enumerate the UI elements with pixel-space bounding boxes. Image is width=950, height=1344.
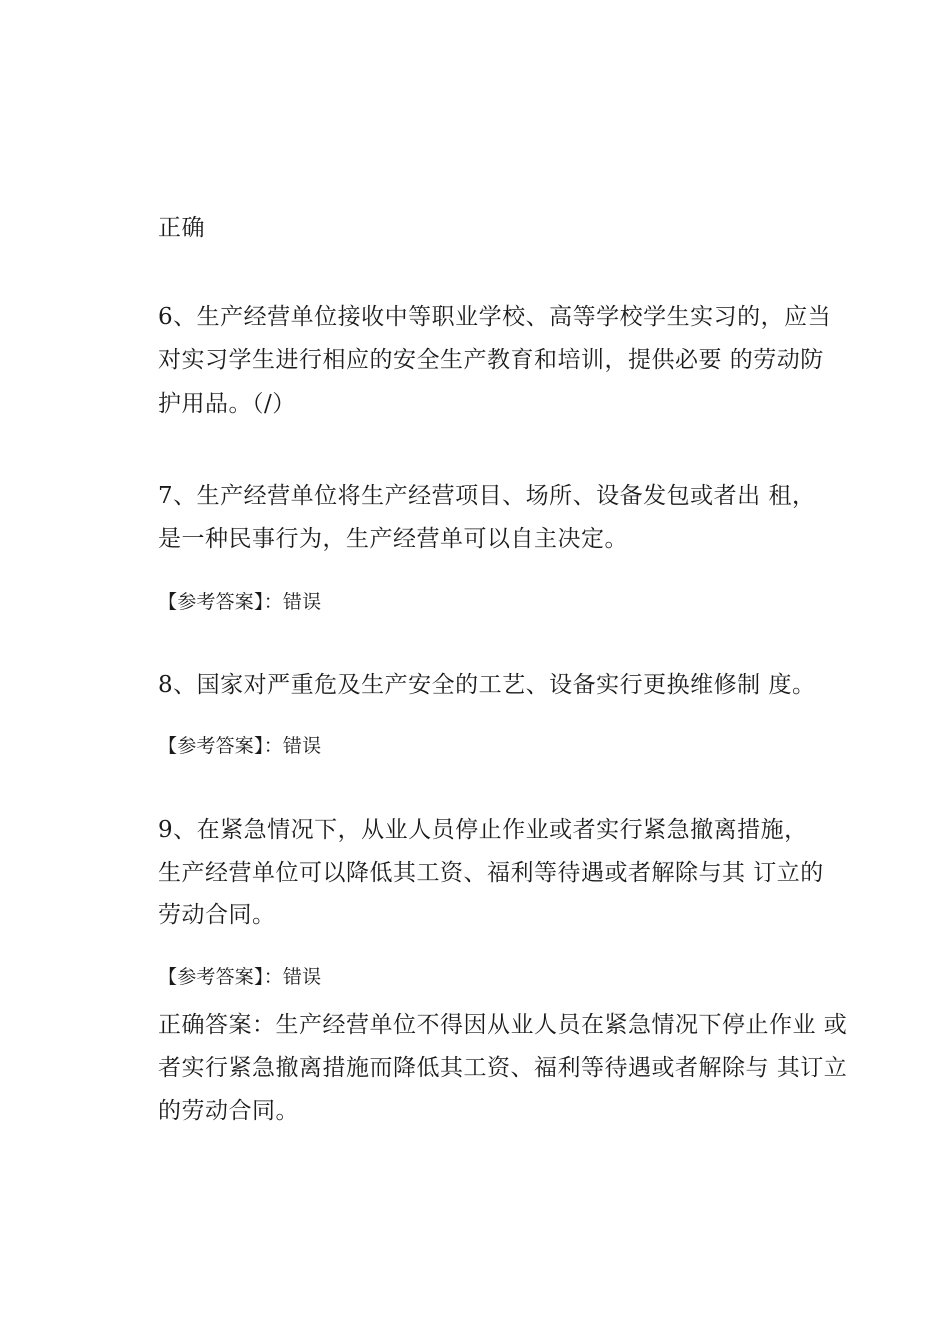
question-7-line-1: 7、生产经营单位将生产经营项目、场所、设备发包或者出 租， (158, 483, 816, 509)
question-9-line-2: 生产经营单位可以降低其工资、福利等待遇或者解除与其 订立的 (158, 860, 824, 886)
question-9-correction-line-3: 的劳动合同。 (158, 1098, 299, 1124)
question-9-correction-line-1: 正确答案：生产经营单位不得因从业人员在紧急情况下停止作业 或 (158, 1012, 848, 1038)
question-7-line-2: 是一种民事行为，生产经营单可以自主决定。 (158, 526, 628, 552)
question-8-answer: 【参考答案】：错误 (158, 735, 322, 757)
question-9-answer: 【参考答案】：错误 (158, 966, 322, 988)
question-9-line-3: 劳动合同。 (158, 902, 276, 928)
question-7-answer: 【参考答案】：错误 (158, 591, 322, 613)
question-8-line-1: 8、国家对严重危及生产安全的工艺、设备实行更换维修制 度。 (158, 672, 816, 698)
previous-answer: 正确 (158, 215, 205, 241)
question-9-correction-line-2: 者实行紧急撤离措施而降低其工资、福利等待遇或者解除与 其订立 (158, 1055, 848, 1081)
question-9-line-1: 9、在紧急情况下，从业人员停止作业或者实行紧急撤离措施， (158, 817, 808, 843)
question-6-line-3: 护用品。（/） (158, 391, 296, 417)
question-6-line-2: 对实习学生进行相应的安全生产教育和培训，提供必要 的劳动防 (158, 347, 824, 373)
question-6-line-1: 6、生产经营单位接收中等职业学校、高等学校学生实习的，应当 (158, 304, 832, 330)
